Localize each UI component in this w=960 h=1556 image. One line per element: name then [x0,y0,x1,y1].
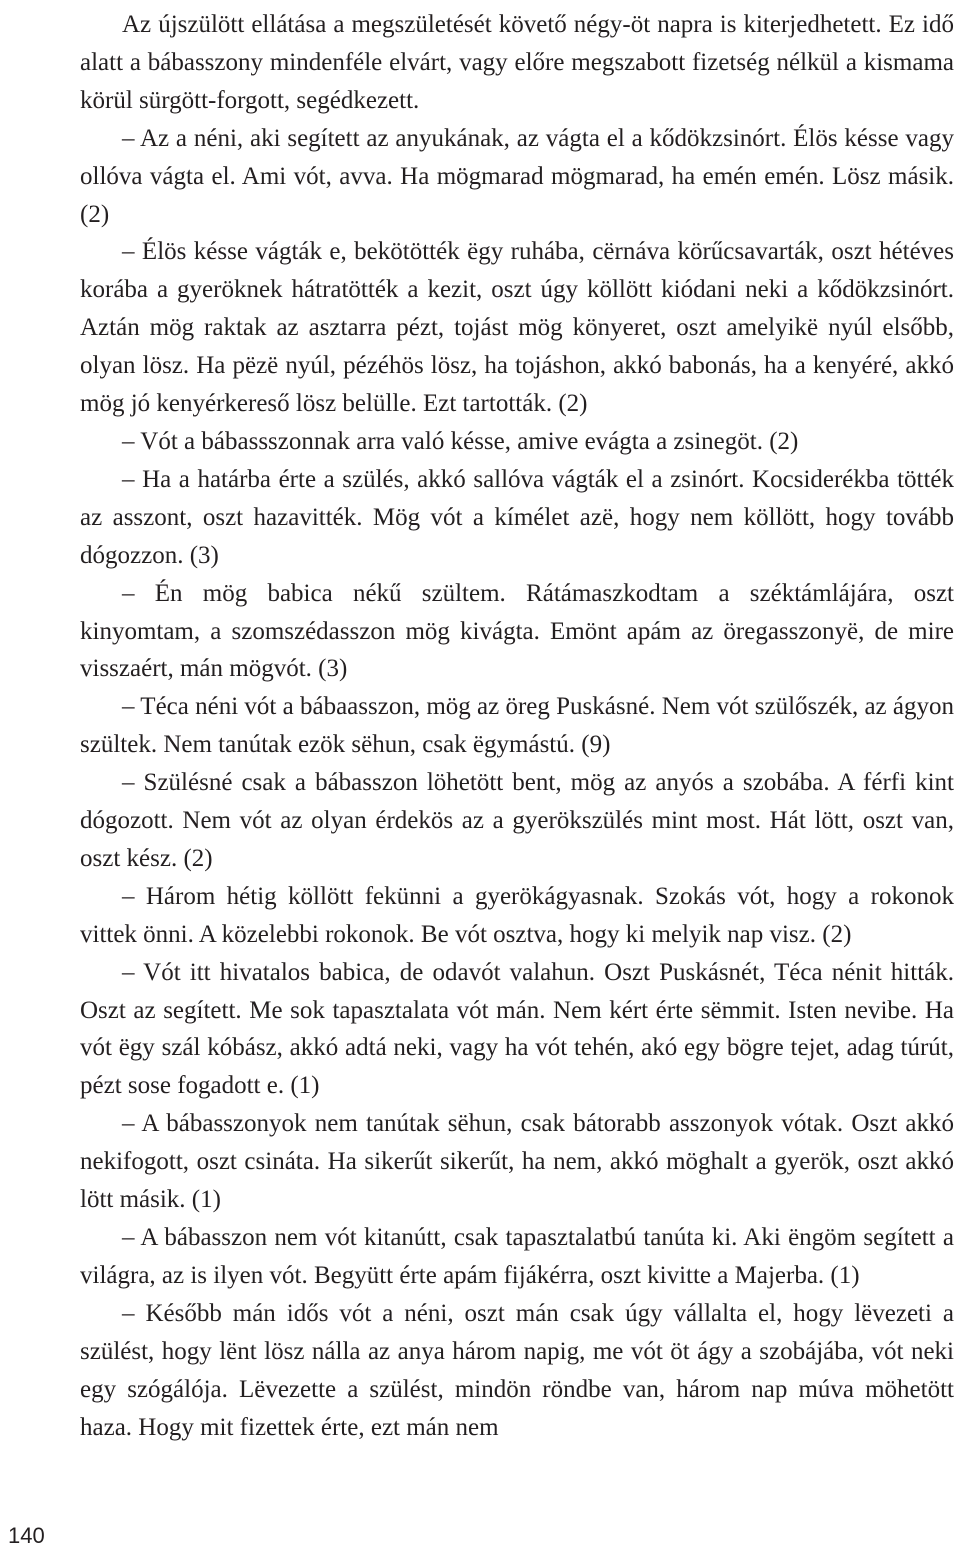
quote-paragraph: – Élös késse vágták e, bekötötték ëgy ruhába, cërnáva körűcsavarták, oszt hétéves korába a gyeröknek hátratötték a kezit, oszt úgy köllött kiódani neki a kődökzsinórt. Aztán mög raktak az asztarra pézt, tojást mög könyeret, oszt amelyikë nyúl elsőbb, olyan lösz. Ha pëzë nyúl, pézéhös lösz, ha tojáshon, akkó babonás, ha a kenyéré, akkó mög jó kenyérkereső lösz belülle. Ezt tartották. (2) [80,238,954,418]
quote-paragraph: – Az a néni, aki segített az anyukának, az vágta el a kődökzsinórt. Élös késse vagy ollóva vágta el. Ami vót, avva. Ha mögmarad mögmarad, ha emén emén. Lösz másik. (2) [80,124,954,228]
quote-paragraph: – Vót itt hivatalos babica, de odavót valahun. Oszt Puskásnét, Téca nénit hitták. Oszt az segített. Me sok tapasztalata vót mán. Nem kért érte sëmmit. Isten nevibe. Ha vót ëgy szál kóbász, akkó adtá neki, vagy ha vót tehén, akó egy bögre tejet, adag túrút, pézt sose fogadott e. (1) [80,958,954,1100]
quote-paragraph: – Vót a bábassszonnak arra való késse, amive evágta a zsinegöt. (2) [122,427,799,455]
quote-paragraph: – Szülésné csak a bábasszon löhetött bent, mög az anyós a szobába. A férfi kint dógozott. Nem vót az olyan érdekös az a gyerökszülés mint most. Hát lött, oszt van, oszt kész. (2) [80,769,954,872]
quote-paragraph: – Téca néni vót a bábaasszon, mög az öreg Puskásné. Nem vót szülőszék, az ágyon szültek. Nem tanútak ezök sëhun, csak ëgymástú. (9) [80,693,954,759]
quote-paragraph: – A bábasszon nem vót kitanútt, csak tapasztalatbú tanúta ki. Aki ëngöm segített a világra, az is ilyen vót. Begyütt érte apám fijákérra, oszt kivitte a Majerba. (1) [80,1224,954,1289]
quote-paragraph: – Ha a határba érte a szülés, akkó sallóva vágták el a zsinórt. Kocsiderékba tötték az asszont, oszt hazavitték. Mög vót a kímélet azë, hogy nem köllött, hogy tovább dógozzon. (3) [80,465,954,569]
quote-paragraph: – Később mán idős vót a néni, oszt mán csak úgy vállalta el, hogy lëvezeti a szülést, hogy lënt lösz nálla az anya három napig, me vót öt ágy a szobájába, vót neki egy szógálója. Lëvezette a szülést, mindön röndbe van, három nap múva möhetött haza. Hogy mit fizettek érte, ezt mán nem [80,1299,954,1441]
quote-paragraph: – Én mög babica nékű szültem. Rátámaszkodtam a széktámlájára, oszt kinyomtam, a szomszédasszon mög kivágta. Emönt apám az öregasszonyë, de mire visszaért, mán mögvót. (3) [80,579,954,683]
quote-paragraph: – A bábasszonyok nem tanútak sëhun, csak bátorabb asszonyok vótak. Oszt akkó nekifogott, oszt csináta. Ha sikerűt sikerűt, ha nem, akkó möghalt a gyerök, oszt akkó lött másik. (1) [80,1110,954,1214]
quote-paragraph: – Három hétig köllött fekünni a gyerökágyasnak. Szokás vót, hogy a rokonok vittek önni. A közelebbi rokonok. Be vót osztva, hogy ki melyik nap visz. (2) [80,882,954,948]
page-number: 140 [8,1523,45,1548]
intro-paragraph: Az újszülött ellátása a megszületését követő négy-öt napra is kiterjedhetett. Ez idő alatt a bábasszony mindenféle elvárt, vagy előre megszabott fizetség nélkül a kismama körül sürgött-forgott, segédkezett. [80,11,954,114]
body-text [80,6,954,1446]
